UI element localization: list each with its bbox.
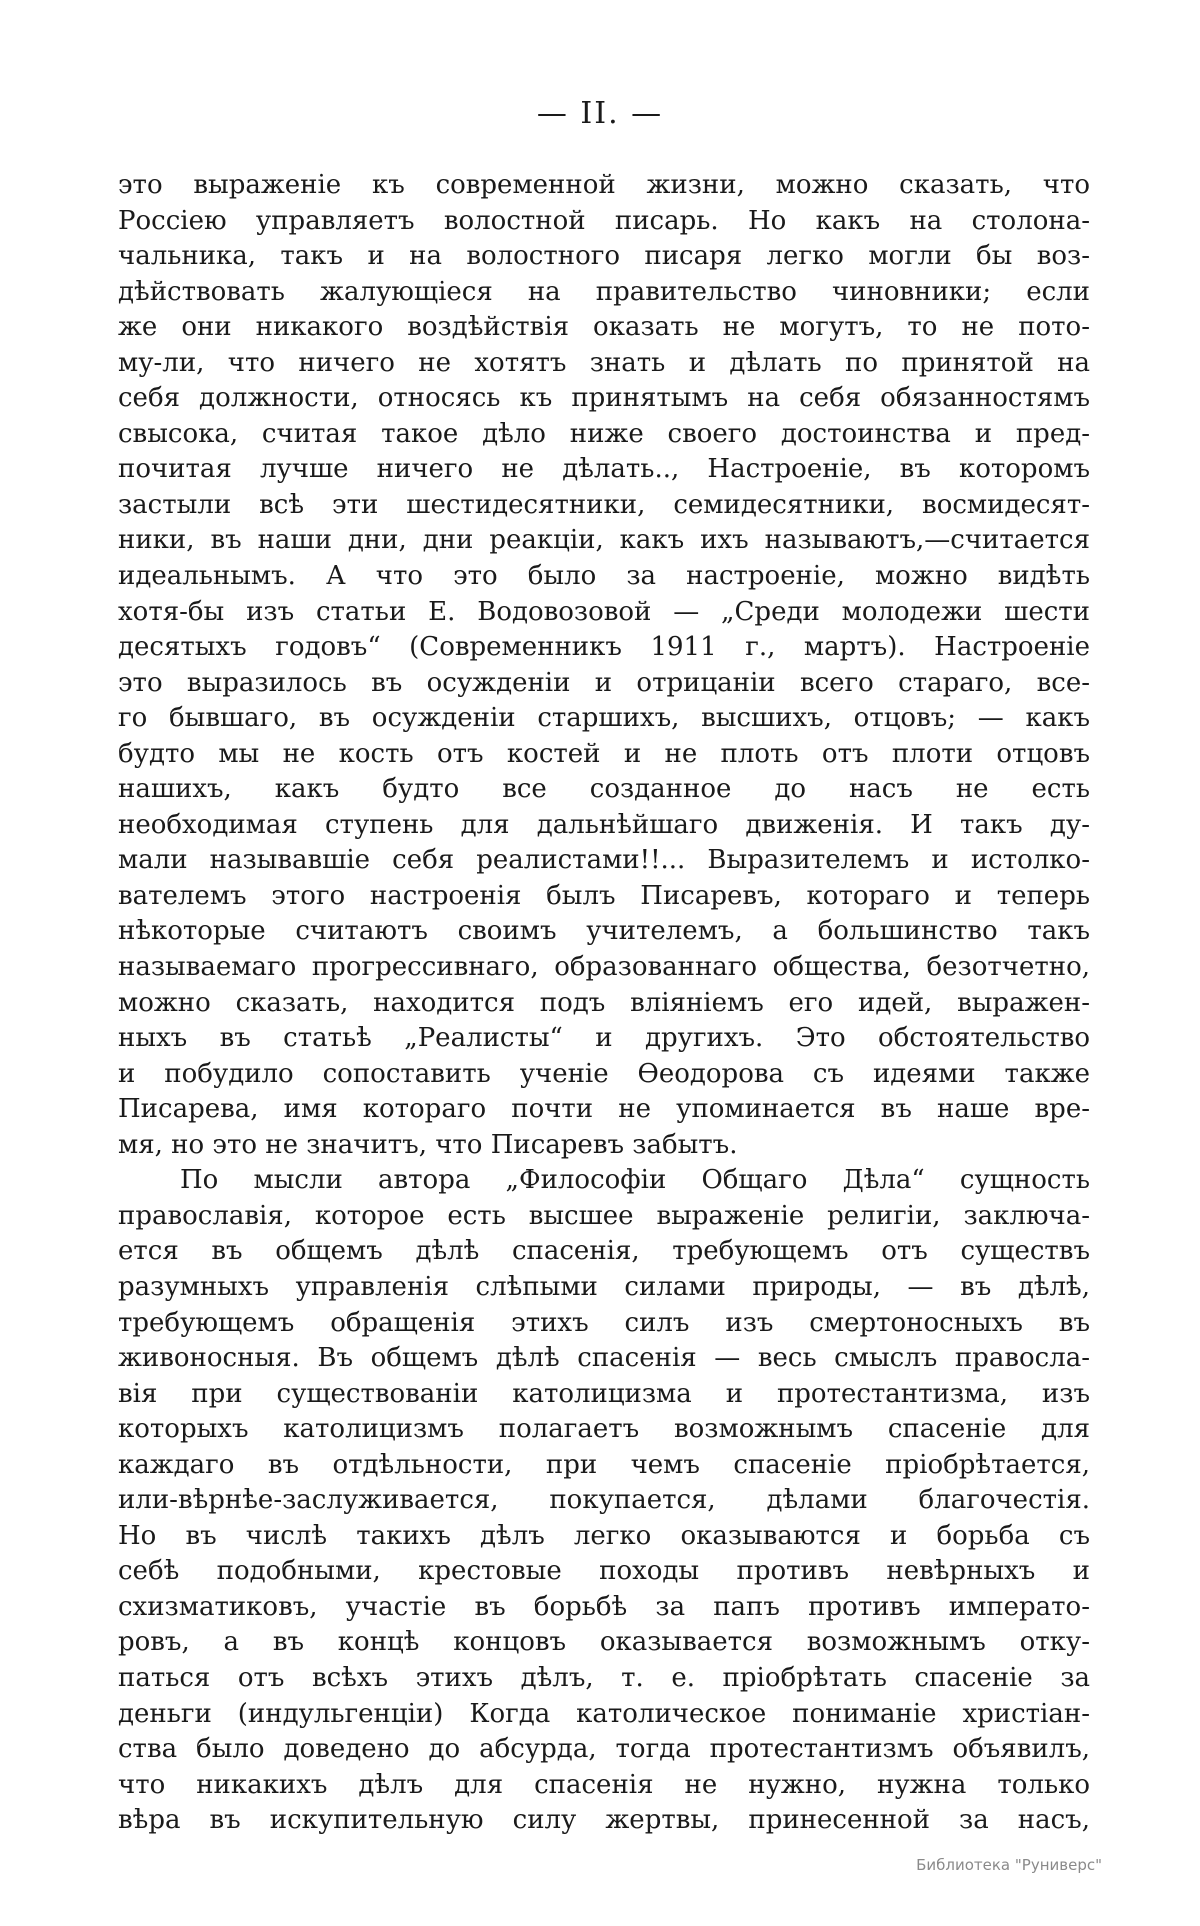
text-line: себя должности, относясь къ принятымъ на себя обязанностямъ xyxy=(118,383,1090,414)
text-line: нѣкоторые считаютъ своимъ учителемъ, а большинство такъ xyxy=(118,916,1090,947)
text-line: Писарева, имя котораго почти не упоминается въ наше вре- xyxy=(118,1094,1090,1125)
text-line: разумныхъ управленія слѣпыми силами природы, — въ дѣлѣ, xyxy=(118,1271,1090,1302)
text-line: же они никакого воздѣйствія оказать не могутъ, то не пото- xyxy=(118,312,1090,343)
text-line: ныхъ въ статьѣ „Реалисты“ и другихъ. Это обстоятельство xyxy=(118,1023,1090,1054)
text-line: это выраженіе къ современной жизни, можно сказать, что xyxy=(118,170,1090,200)
text-line: застыли всѣ эти шестидесятники, семидесятники, восмидесят- xyxy=(118,489,1090,520)
text-line: десятыхъ годовъ“ (Современникъ 1911 г., мартъ). Настроеніе xyxy=(118,632,1090,663)
text-line: необходимая ступень для дальнѣйшаго движенія. И такъ ду- xyxy=(118,809,1090,840)
text-line: свысока, считая такое дѣло ниже своего достоинства и пред- xyxy=(118,418,1090,449)
text-line: это выразилось въ осужденіи и отрицаніи всего стараго, все- xyxy=(118,667,1090,698)
body-text xyxy=(118,168,1090,1839)
text-line: схизматиковъ, участіе въ борьбѣ за папъ противъ императо- xyxy=(118,1591,1090,1622)
text-line: ется въ общемъ дѣлѣ спасенія, требующемъ отъ существъ xyxy=(118,1236,1090,1267)
page-number: — II. — xyxy=(536,96,664,131)
text-line: му-ли, что ничего не хотятъ знать и дѣлать по принятой на xyxy=(118,347,1090,378)
text-line: себѣ подобными, крестовые походы противъ невѣрныхъ и xyxy=(118,1556,1090,1587)
text-line: можно сказать, находится подъ вліяніемъ его идей, выражен- xyxy=(118,987,1090,1018)
text-line: требующемъ обращенія этихъ силъ изъ смертоносныхъ въ xyxy=(118,1307,1090,1338)
text-line: почитая лучше ничего не дѣлать.., Настроеніе, въ которомъ xyxy=(118,454,1090,485)
text-line: или-вѣрнѣе-заслуживается, покупается, дѣлами благочестія. xyxy=(118,1485,1090,1516)
text-line: нашихъ, какъ будто все созданное до насъ не есть xyxy=(118,774,1090,805)
text-line: мали называвшіе себя реалистами!!... Выразителемъ и истолко- xyxy=(118,845,1090,876)
text-line: ники, въ наши дни, дни реакціи, какъ ихъ называютъ,—считается xyxy=(118,525,1090,556)
text-line: Но въ числѣ такихъ дѣлъ легко оказываются и борьба съ xyxy=(118,1520,1090,1551)
text-line: православія, которое есть высшее выраженіе религіи, заключа- xyxy=(118,1200,1090,1231)
text-line: каждаго въ отдѣльности, при чемъ спасеніе пріобрѣтается, xyxy=(118,1449,1090,1480)
text-line: которыхъ католицизмъ полагаетъ возможнымъ спасеніе для xyxy=(118,1414,1090,1445)
text-line: чальника, такъ и на волостного писаря легко могли бы воз- xyxy=(118,241,1090,272)
text-line: и побудило сопоставить ученіе Ѳеодорова съ идеями также xyxy=(118,1058,1090,1089)
text-line: хотя-бы изъ статьи Е. Водовозовой — „Среди молодежи шести xyxy=(118,596,1090,627)
text-line: дѣйствовать жалующіеся на правительство чиновники; если xyxy=(118,276,1090,307)
text-line: паться отъ всѣхъ этихъ дѣлъ, т. е. пріобрѣтать спасеніе за xyxy=(118,1662,1090,1693)
text-line: идеальнымъ. А что это было за настроеніе, можно видѣть xyxy=(118,561,1090,592)
text-line: деньги (индульгенціи) Когда католическое пониманіе христіан- xyxy=(118,1698,1090,1729)
library-watermark: Библиотека "Руниверс" xyxy=(916,1856,1102,1874)
text-line: вѣра въ искупительную силу жертвы, принесенной за насъ, xyxy=(118,1805,1090,1836)
text-line: ства было доведено до абсурда, тогда протестантизмъ объявилъ, xyxy=(118,1734,1090,1765)
text-line: Россіею управляетъ волостной писарь. Но какъ на столона- xyxy=(118,205,1090,236)
text-line: го бывшаго, въ осужденіи старшихъ, высшихъ, отцовъ; — какъ xyxy=(118,703,1090,734)
paragraph-start-line: По мысли автора „Философіи Общаго Дѣла“ сущность xyxy=(180,1165,1090,1196)
text-line: вія при существованіи католицизма и протестантизма, изъ xyxy=(118,1378,1090,1409)
text-line: называемаго прогрессивнаго, образованнаго общества, безотчетно, xyxy=(118,952,1090,983)
text-line: будто мы не кость отъ костей и не плоть отъ плоти отцовъ xyxy=(118,738,1090,769)
text-line: что никакихъ дѣлъ для спасенія не нужно, нужна только xyxy=(118,1769,1090,1800)
text-line: ровъ, а въ концѣ концовъ оказывается возможнымъ отку- xyxy=(118,1627,1090,1658)
paragraph-end-line: мя, но это не значитъ, что Писаревъ забытъ. xyxy=(118,1129,738,1160)
text-line: вателемъ этого настроенія былъ Писаревъ, котораго и теперь xyxy=(118,880,1090,911)
text-line: живоносныя. Въ общемъ дѣлѣ спасенія — весь смыслъ правосла- xyxy=(118,1343,1090,1374)
